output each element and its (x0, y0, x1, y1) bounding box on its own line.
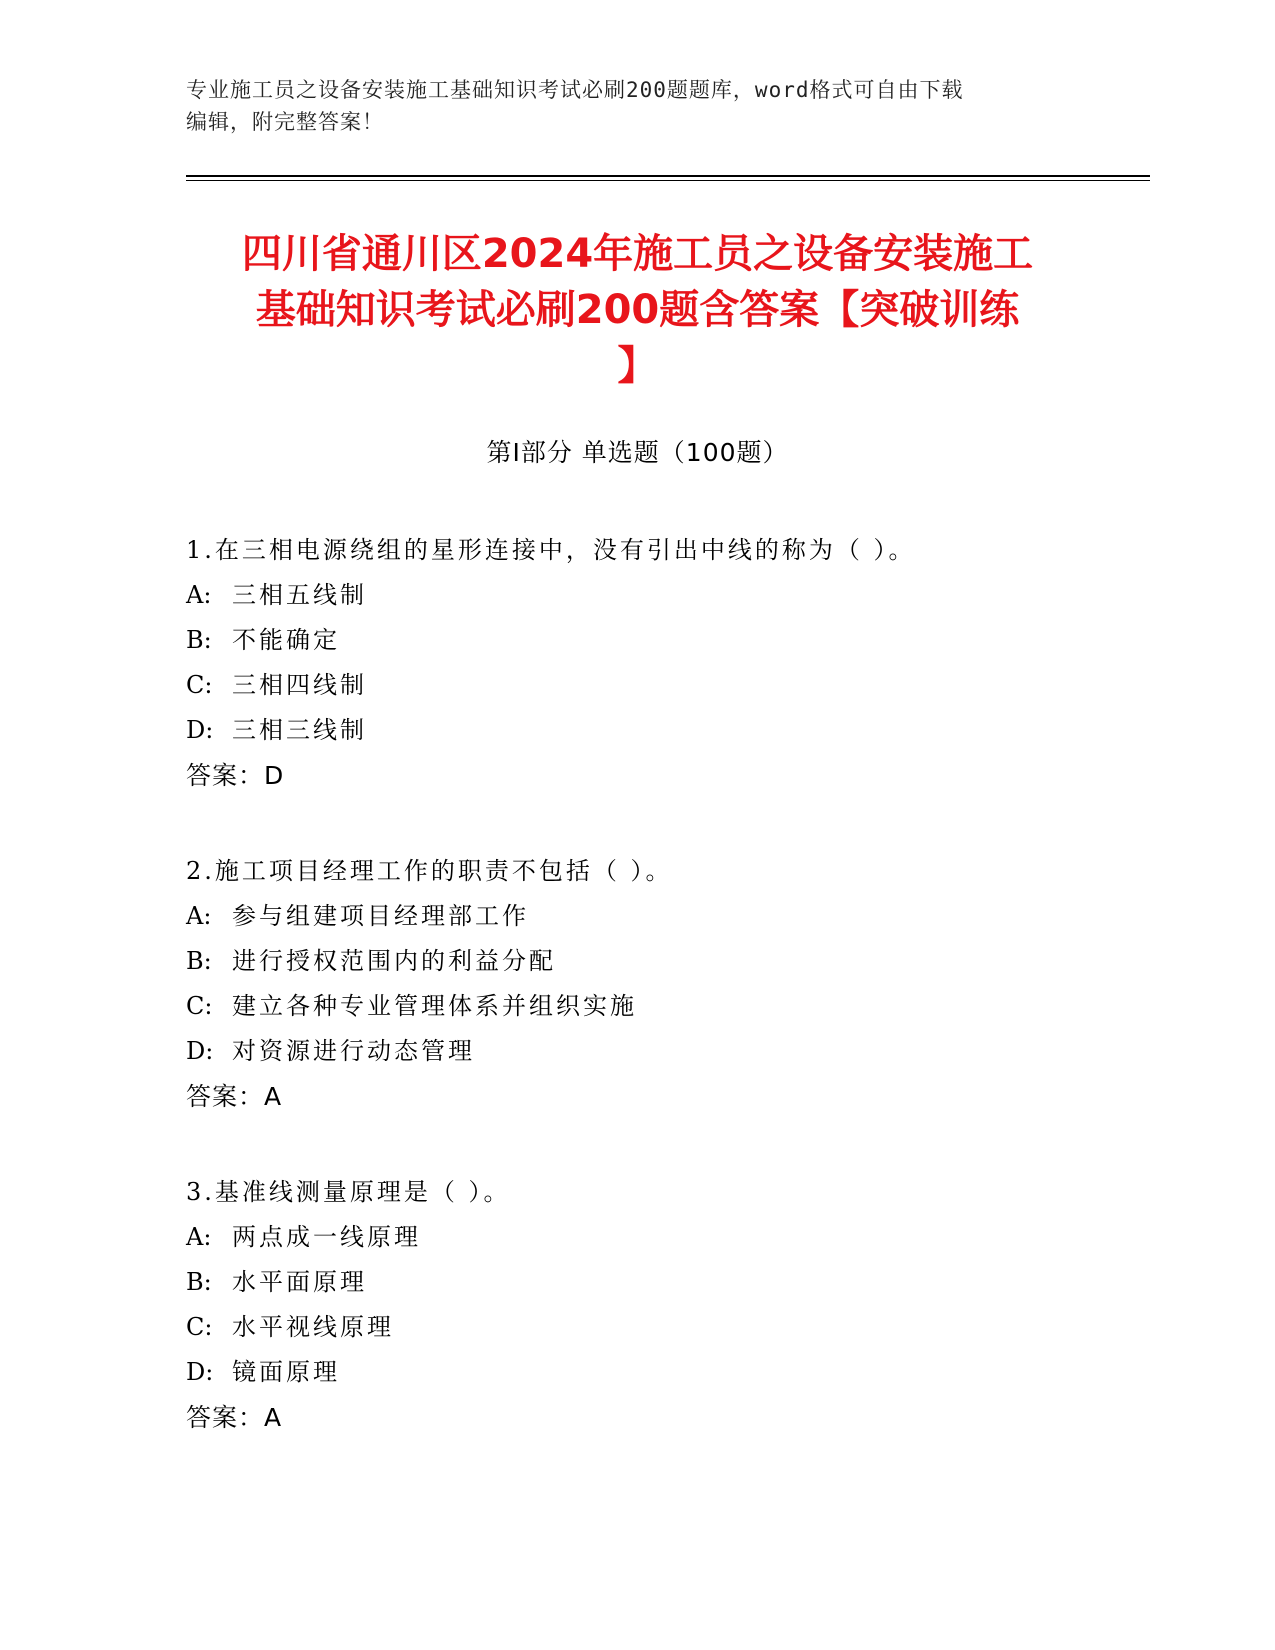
option-text: 两点成一线原理 (232, 1223, 421, 1251)
title-line-3: 】 (617, 343, 658, 389)
option-key: D: (186, 716, 214, 744)
header-note-line-1: 专业施工员之设备安装施工基础知识考试必刷200题题库，word格式可自由下载 (186, 78, 964, 102)
document-title (150, 226, 1125, 394)
option-key: D: (186, 1358, 214, 1386)
option-key: C: (186, 992, 213, 1020)
option-text: 三相三线制 (232, 716, 367, 744)
option-text: 不能确定 (232, 626, 340, 654)
option-key: B: (186, 1268, 212, 1296)
question-option (186, 573, 1126, 618)
option-key: A: (186, 581, 212, 609)
question-option (186, 663, 1126, 708)
option-key: A: (186, 1223, 212, 1251)
question-option (186, 1215, 1126, 1260)
option-text: 水平视线原理 (232, 1313, 394, 1341)
header-note (186, 74, 1086, 138)
question-option (186, 708, 1126, 753)
option-key: C: (186, 671, 213, 699)
option-text: 水平面原理 (232, 1268, 367, 1296)
option-text: 三相五线制 (232, 581, 367, 609)
question-option (186, 1305, 1126, 1350)
header-divider-thin (186, 180, 1150, 181)
title-line-1: 四川省通川区2024年施工员之设备安装施工 (241, 231, 1034, 277)
section-heading: 第I部分 单选题（100题） (486, 438, 789, 467)
option-key: D: (186, 1037, 214, 1065)
question-option (186, 894, 1126, 939)
question-stem: 2.施工项目经理工作的职责不包括（ ）。 (186, 857, 673, 885)
question-item (186, 849, 1126, 1119)
header-divider-thick (186, 175, 1150, 177)
question-option (186, 1029, 1126, 1074)
option-key: B: (186, 947, 212, 975)
question-answer: 答案：D (186, 761, 285, 790)
option-key: C: (186, 1313, 213, 1341)
question-option (186, 1350, 1126, 1395)
option-key: A: (186, 902, 212, 930)
option-text: 对资源进行动态管理 (232, 1037, 475, 1065)
option-text: 参与组建项目经理部工作 (232, 902, 529, 930)
question-list (186, 528, 1126, 1491)
question-answer: 答案：A (186, 1403, 283, 1432)
title-line-2: 基础知识考试必刷200题含答案【突破训练 (255, 287, 1020, 333)
question-option (186, 618, 1126, 663)
option-key: B: (186, 626, 212, 654)
question-item (186, 528, 1126, 798)
question-option (186, 1260, 1126, 1305)
question-answer: 答案：A (186, 1082, 283, 1111)
question-option (186, 984, 1126, 1029)
option-text: 进行授权范围内的利益分配 (232, 947, 556, 975)
option-text: 建立各种专业管理体系并组织实施 (232, 992, 637, 1020)
header-note-line-2: 编辑，附完整答案！ (186, 110, 384, 134)
question-item (186, 1170, 1126, 1440)
question-stem: 3.基准线测量原理是（ ）。 (186, 1178, 511, 1206)
option-text: 三相四线制 (232, 671, 367, 699)
question-stem: 1.在三相电源绕组的星形连接中，没有引出中线的称为（ ）。 (186, 536, 916, 564)
option-text: 镜面原理 (232, 1358, 340, 1386)
question-option (186, 939, 1126, 984)
